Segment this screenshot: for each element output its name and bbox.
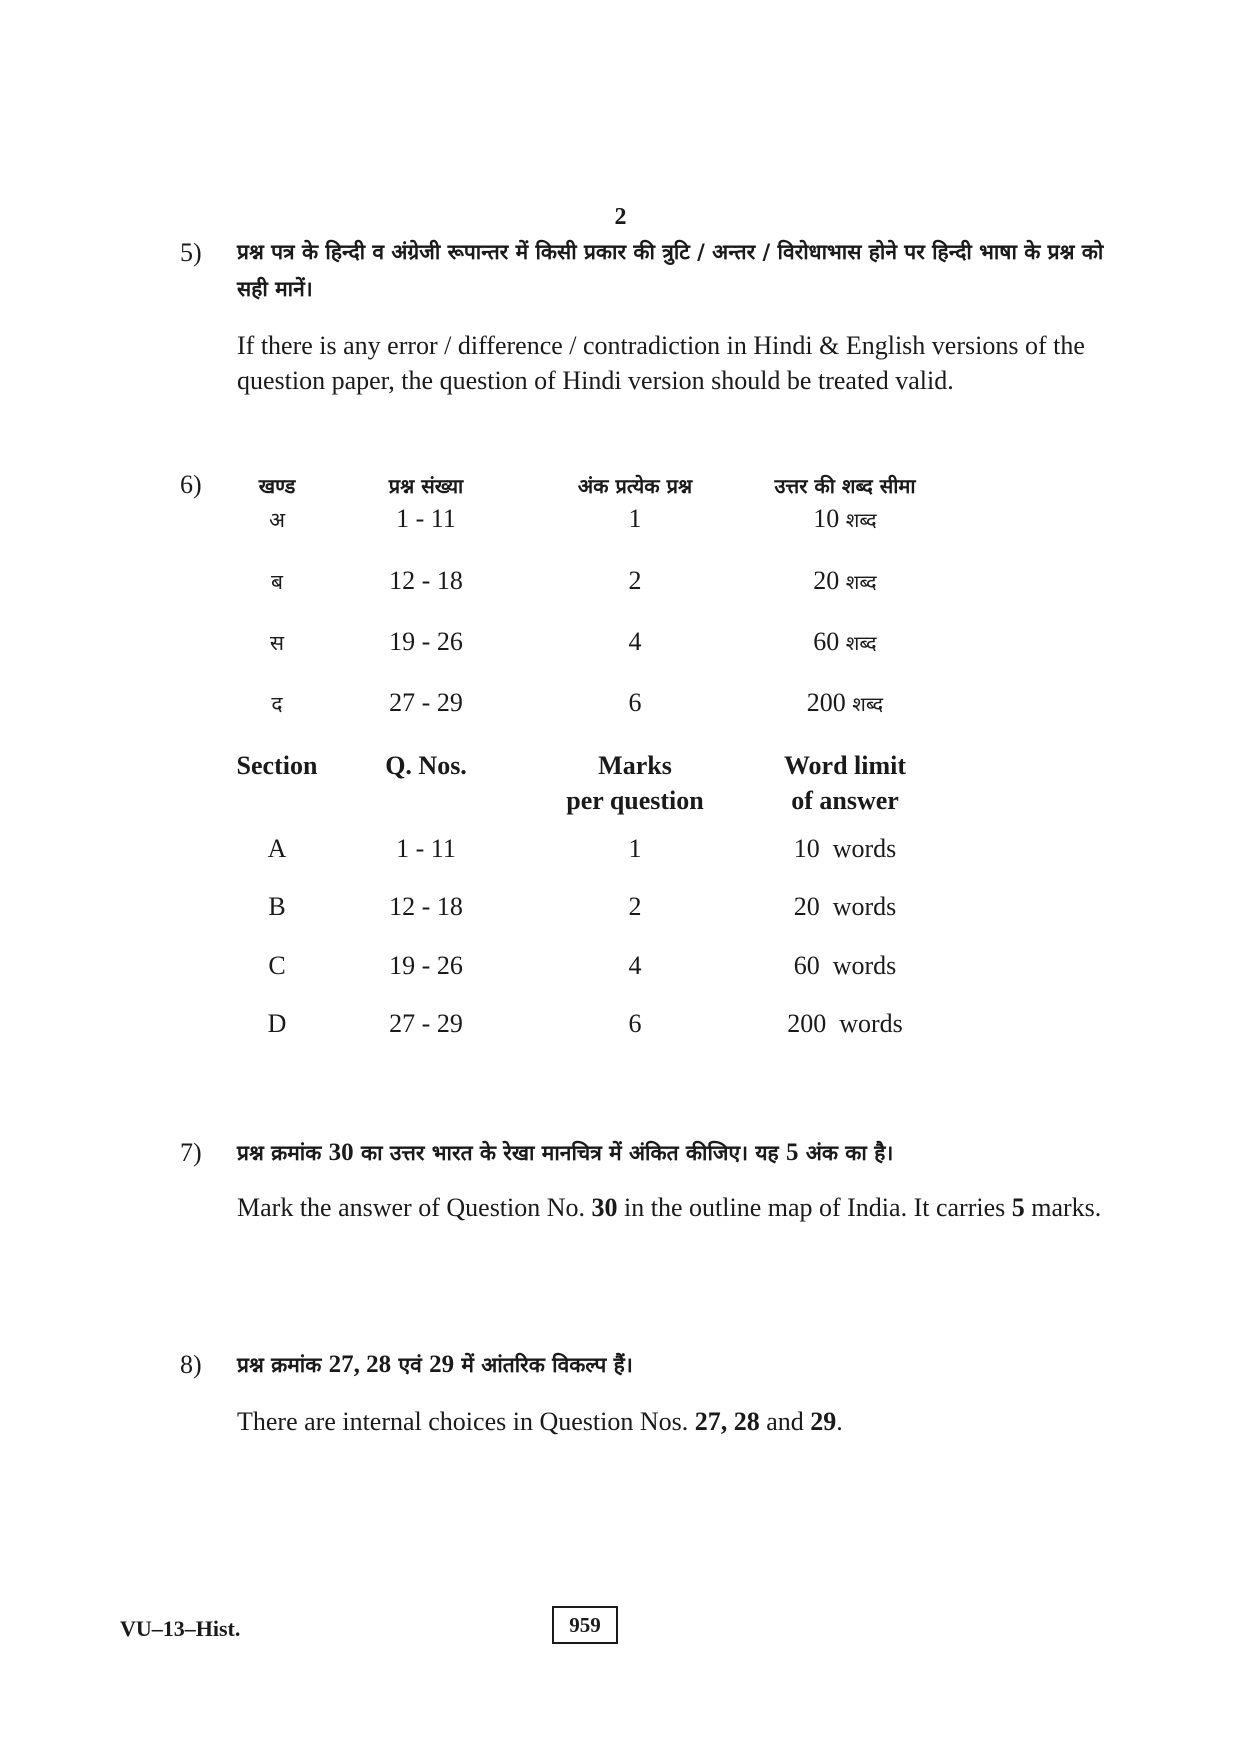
header-qnos: Q. Nos. xyxy=(385,751,467,780)
limit-cell xyxy=(745,627,945,657)
section-cell: स xyxy=(269,631,285,655)
text-part: प्रश्न क्रमांक xyxy=(237,1353,329,1377)
text-part: में आंतरिक विकल्प हैं। xyxy=(454,1353,633,1377)
header-limit xyxy=(745,748,945,818)
header-marks-hi: अंक प्रत्येक प्रश्न xyxy=(577,474,693,498)
marks-cell: 1 xyxy=(628,834,642,863)
marks-cell: 2 xyxy=(628,892,642,921)
hindi-text xyxy=(237,1346,1117,1384)
header-limit-hi: उत्तर की शब्द सीमा xyxy=(774,474,916,498)
section-cell: C xyxy=(268,951,286,980)
limit-value: 20 xyxy=(813,566,840,595)
qnos-cell: 12 - 18 xyxy=(389,892,463,921)
item-number: 8) xyxy=(180,1350,202,1379)
marks-table xyxy=(180,472,980,1072)
item-number: 6) xyxy=(180,470,202,499)
limit-cell: 10 words xyxy=(793,834,897,863)
limit-value: 10 xyxy=(813,504,840,533)
marks-number: 5 xyxy=(786,1139,799,1166)
marks-cell: 4 xyxy=(628,951,642,980)
hindi-text xyxy=(237,1134,1117,1172)
limit-unit: शब्द xyxy=(845,570,877,594)
text-part: in the outline map of India. It carries xyxy=(617,1193,1012,1222)
header-marks-line1: Marks xyxy=(598,751,672,780)
header-section: Section xyxy=(236,751,318,780)
qnos-cell: 12 - 18 xyxy=(389,566,463,595)
limit-unit: शब्द xyxy=(845,631,877,655)
english-text xyxy=(237,1190,1117,1225)
marks-cell: 1 xyxy=(628,504,642,533)
paper-code: VU–13–Hist. xyxy=(120,1616,241,1641)
marks-number: 5 xyxy=(1011,1193,1025,1222)
hindi-text: प्रश्न पत्र के हिन्दी व अंग्रेजी रूपान्तर में किसी प्रकार की त्रुटि / अन्तर / विरोधाभास होने पर हिन्दी भाषा के प्रश्न को सही मानें। xyxy=(237,240,1104,301)
header-section-hi: खण्ड xyxy=(258,474,296,498)
qnos-cell: 19 - 26 xyxy=(389,627,463,656)
qnos-cell: 27 - 29 xyxy=(389,688,463,717)
question-numbers: 27, 28 xyxy=(694,1407,760,1436)
question-number: 30 xyxy=(591,1193,618,1222)
limit-cell: 20 words xyxy=(793,892,897,921)
text-part: marks. xyxy=(1024,1193,1102,1222)
limit-cell: 200 words xyxy=(787,1009,903,1038)
text-part: There are internal choices in Question Nos. xyxy=(237,1407,695,1436)
question-number: 29 xyxy=(810,1407,837,1436)
limit-unit: शब्द xyxy=(852,692,884,716)
marks-cell: 2 xyxy=(628,566,642,595)
limit-value: 200 xyxy=(806,688,846,717)
marks-cell: 4 xyxy=(628,627,642,656)
limit-cell xyxy=(745,504,945,534)
header-marks-line2: per question xyxy=(566,786,704,815)
page-number: 2 xyxy=(614,204,627,230)
header-qnos-hi: प्रश्न संख्या xyxy=(388,474,464,498)
english-text xyxy=(237,1404,1117,1439)
page-code-box: 959 xyxy=(552,1606,618,1644)
limit-value: 60 xyxy=(813,627,840,656)
qnos-cell: 1 - 11 xyxy=(396,504,456,533)
header-limit-line2: of answer xyxy=(791,786,899,815)
text-part: and xyxy=(759,1407,811,1436)
limit-cell xyxy=(745,566,945,596)
marks-cell: 6 xyxy=(628,688,642,717)
section-cell: A xyxy=(267,834,287,863)
limit-unit: शब्द xyxy=(845,508,877,532)
limit-cell: 60 words xyxy=(793,951,897,980)
section-cell: D xyxy=(267,1009,287,1038)
section-cell: अ xyxy=(268,508,286,532)
item-number: 7) xyxy=(180,1138,202,1167)
text-part: Mark the answer of Question No. xyxy=(237,1193,592,1222)
english-text: If there is any error / difference / contradiction in Hindi & English versions of the question paper, the question of Hindi version should be treated valid. xyxy=(237,331,1085,395)
limit-cell xyxy=(745,688,945,718)
text-part: का उत्तर भारत के रेखा मानचित्र में अंकित कीजिए। यह xyxy=(353,1141,787,1165)
header-limit-line1: Word limit xyxy=(783,751,907,780)
qnos-cell: 27 - 29 xyxy=(389,1009,463,1038)
question-number: 29 xyxy=(429,1351,455,1378)
text-part: . xyxy=(836,1407,843,1436)
marks-cell: 6 xyxy=(628,1009,642,1038)
question-numbers: 27, 28 xyxy=(328,1351,392,1378)
header-marks xyxy=(535,748,735,818)
question-number: 30 xyxy=(328,1139,354,1166)
item-number: 5) xyxy=(180,238,202,267)
section-cell: B xyxy=(268,892,286,921)
text-part: अंक का है। xyxy=(798,1141,894,1165)
text-part: प्रश्न क्रमांक xyxy=(237,1141,329,1165)
text-part: एवं xyxy=(391,1353,430,1377)
qnos-cell: 1 - 11 xyxy=(396,834,456,863)
section-cell: द xyxy=(271,692,283,716)
qnos-cell: 19 - 26 xyxy=(389,951,463,980)
section-cell: ब xyxy=(271,570,283,594)
